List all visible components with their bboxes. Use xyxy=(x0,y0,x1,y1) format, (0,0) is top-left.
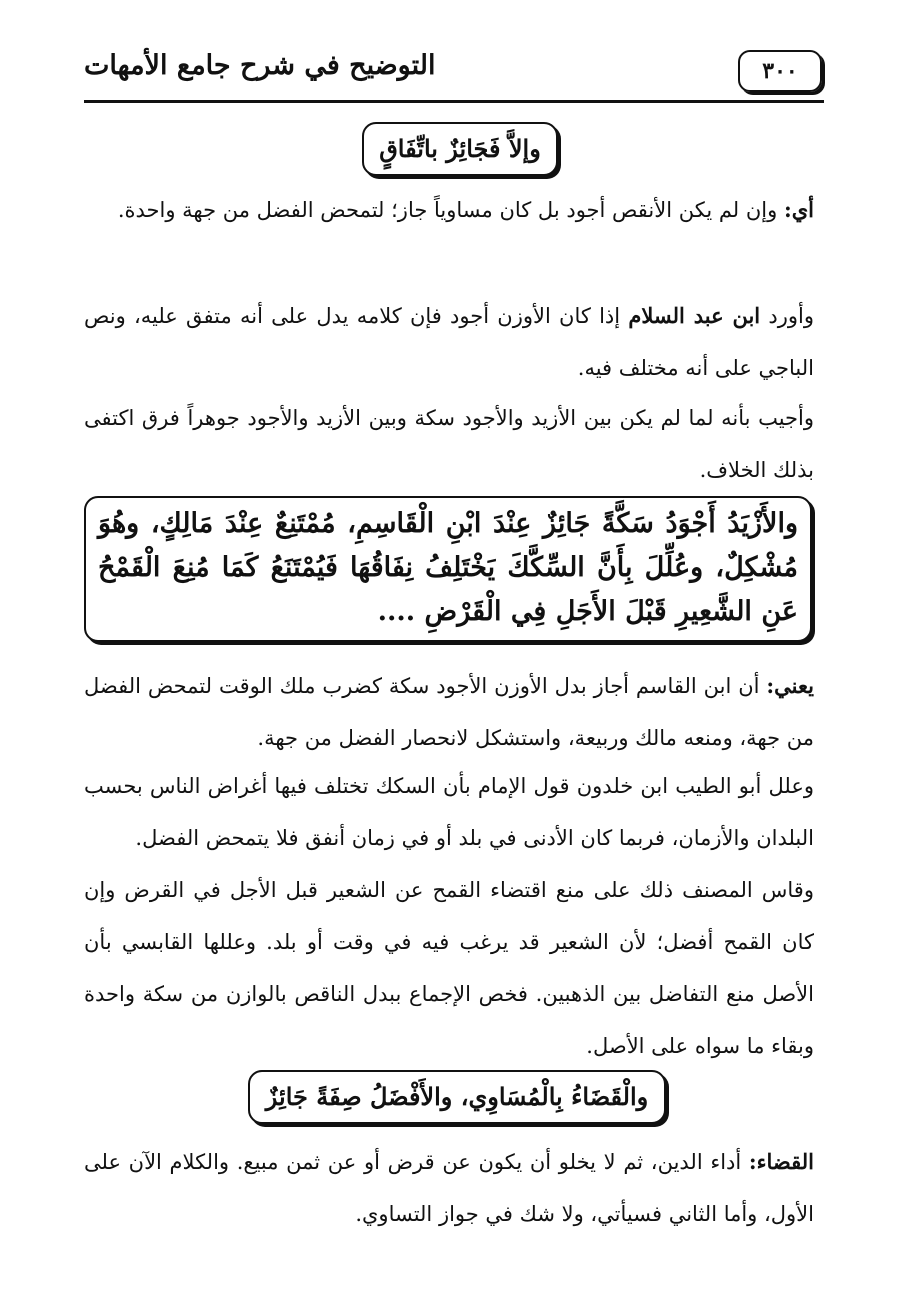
commentary-paragraph-3 xyxy=(84,392,814,496)
paragraph-text: وإن لم يكن الأنقص أجود بل كان مساوياً جاز؛ لتمحض الفضل من جهة واحدة. xyxy=(117,198,784,222)
paragraph-lead: أي: xyxy=(783,197,814,222)
paragraph-text: أن ابن القاسم أجاز بدل الأوزن الأجود سكة كضرب ملك الوقت لتمحض الفضل من جهة، ومنعه مالك وربيعة، واستشكل لانحصار الفضل من جهة. xyxy=(84,674,814,750)
paragraph-text-after: إذا كان الأوزن أجود فإن كلامه يدل على أنه متفق عليه، ونص الباجي على أنه مختلف فيه. xyxy=(84,304,814,380)
paragraph-text: وقاس المصنف ذلك على منع اقتضاء القمح عن الشعير قبل الأجل في القرض وإن كان القمح أفضل؛ لأن الشعير قد يرغب فيه في وقت أو بلد. وعللها القابسي بأن الأصل منع التفاضل بين الذهبين. فخص الإجماع ببدل الناقص بالوازن من سكة واحدة وبقاء ما سواه على الأصل. xyxy=(84,878,814,1058)
paragraph-text: وأجيب بأنه لما لم يكن بين الأزيد والأجود سكة وبين الأزيد والأجود جوهراً فرق اكتفى بذلك الخلاف. xyxy=(84,406,814,482)
paragraph-lead: يعني: xyxy=(766,673,814,698)
paragraph-text-before: وأورد xyxy=(760,304,814,328)
paragraph-text: وعلل أبو الطيب ابن خلدون قول الإمام بأن السكك تختلف فيها أغراض الناس بحسب البلدان والأزمان، فربما كان الأدنى في بلد أو في زمان أنفق فلا يتمحض الفضل. xyxy=(84,774,814,850)
matn-heading-3: والْقَضَاءُ بِالْمُسَاوِي، والأَفْضَلُ صِفَةً جَائِزٌ xyxy=(248,1070,666,1124)
running-header xyxy=(84,48,824,103)
matn-block-2: والأَزْيَدُ أَجْوَدُ سَكَّةً جَائِزٌ عِنْدَ ابْنِ الْقَاسِمِ، مُمْتَنِعٌ عِنْدَ مَالِكٍ، وهُوَ مُشْكِلٌ، وعُلِّلَ بِأَنَّ السِّكَّكَ يَخْتَلِفُ نِفَاقُهَا فَيُمْتَنَعُ كَمَا مُنِعَ الْقَمْحُ عَنِ الشَّعِيرِ قَبْلَ الأَجَلِ فِي الْقَرْضِ .... xyxy=(84,496,812,642)
matn-heading-1: وإلاَّ فَجَائِزٌ باتِّفَاقٍ xyxy=(362,122,558,176)
scholar-name: ابن عبد السلام xyxy=(628,303,761,328)
book-title: التوضيح في شرح جامع الأمهات xyxy=(84,50,436,81)
commentary-paragraph-1 xyxy=(84,184,814,236)
page-number: ٣٠٠ xyxy=(738,50,822,92)
commentary-paragraph-4 xyxy=(84,660,814,764)
commentary-paragraph-7 xyxy=(84,1136,814,1240)
commentary-paragraph-6 xyxy=(84,864,814,1072)
paragraph-lead: القضاء: xyxy=(748,1149,814,1174)
commentary-paragraph-5 xyxy=(84,760,814,864)
paragraph-text: أداء الدين، ثم لا يخلو أن يكون عن قرض أو عن ثمن مبيع. والكلام الآن على الأول، وأما الثاني فسيأتي، ولا شك في جواز التساوي. xyxy=(84,1150,814,1226)
commentary-paragraph-2 xyxy=(84,290,814,394)
